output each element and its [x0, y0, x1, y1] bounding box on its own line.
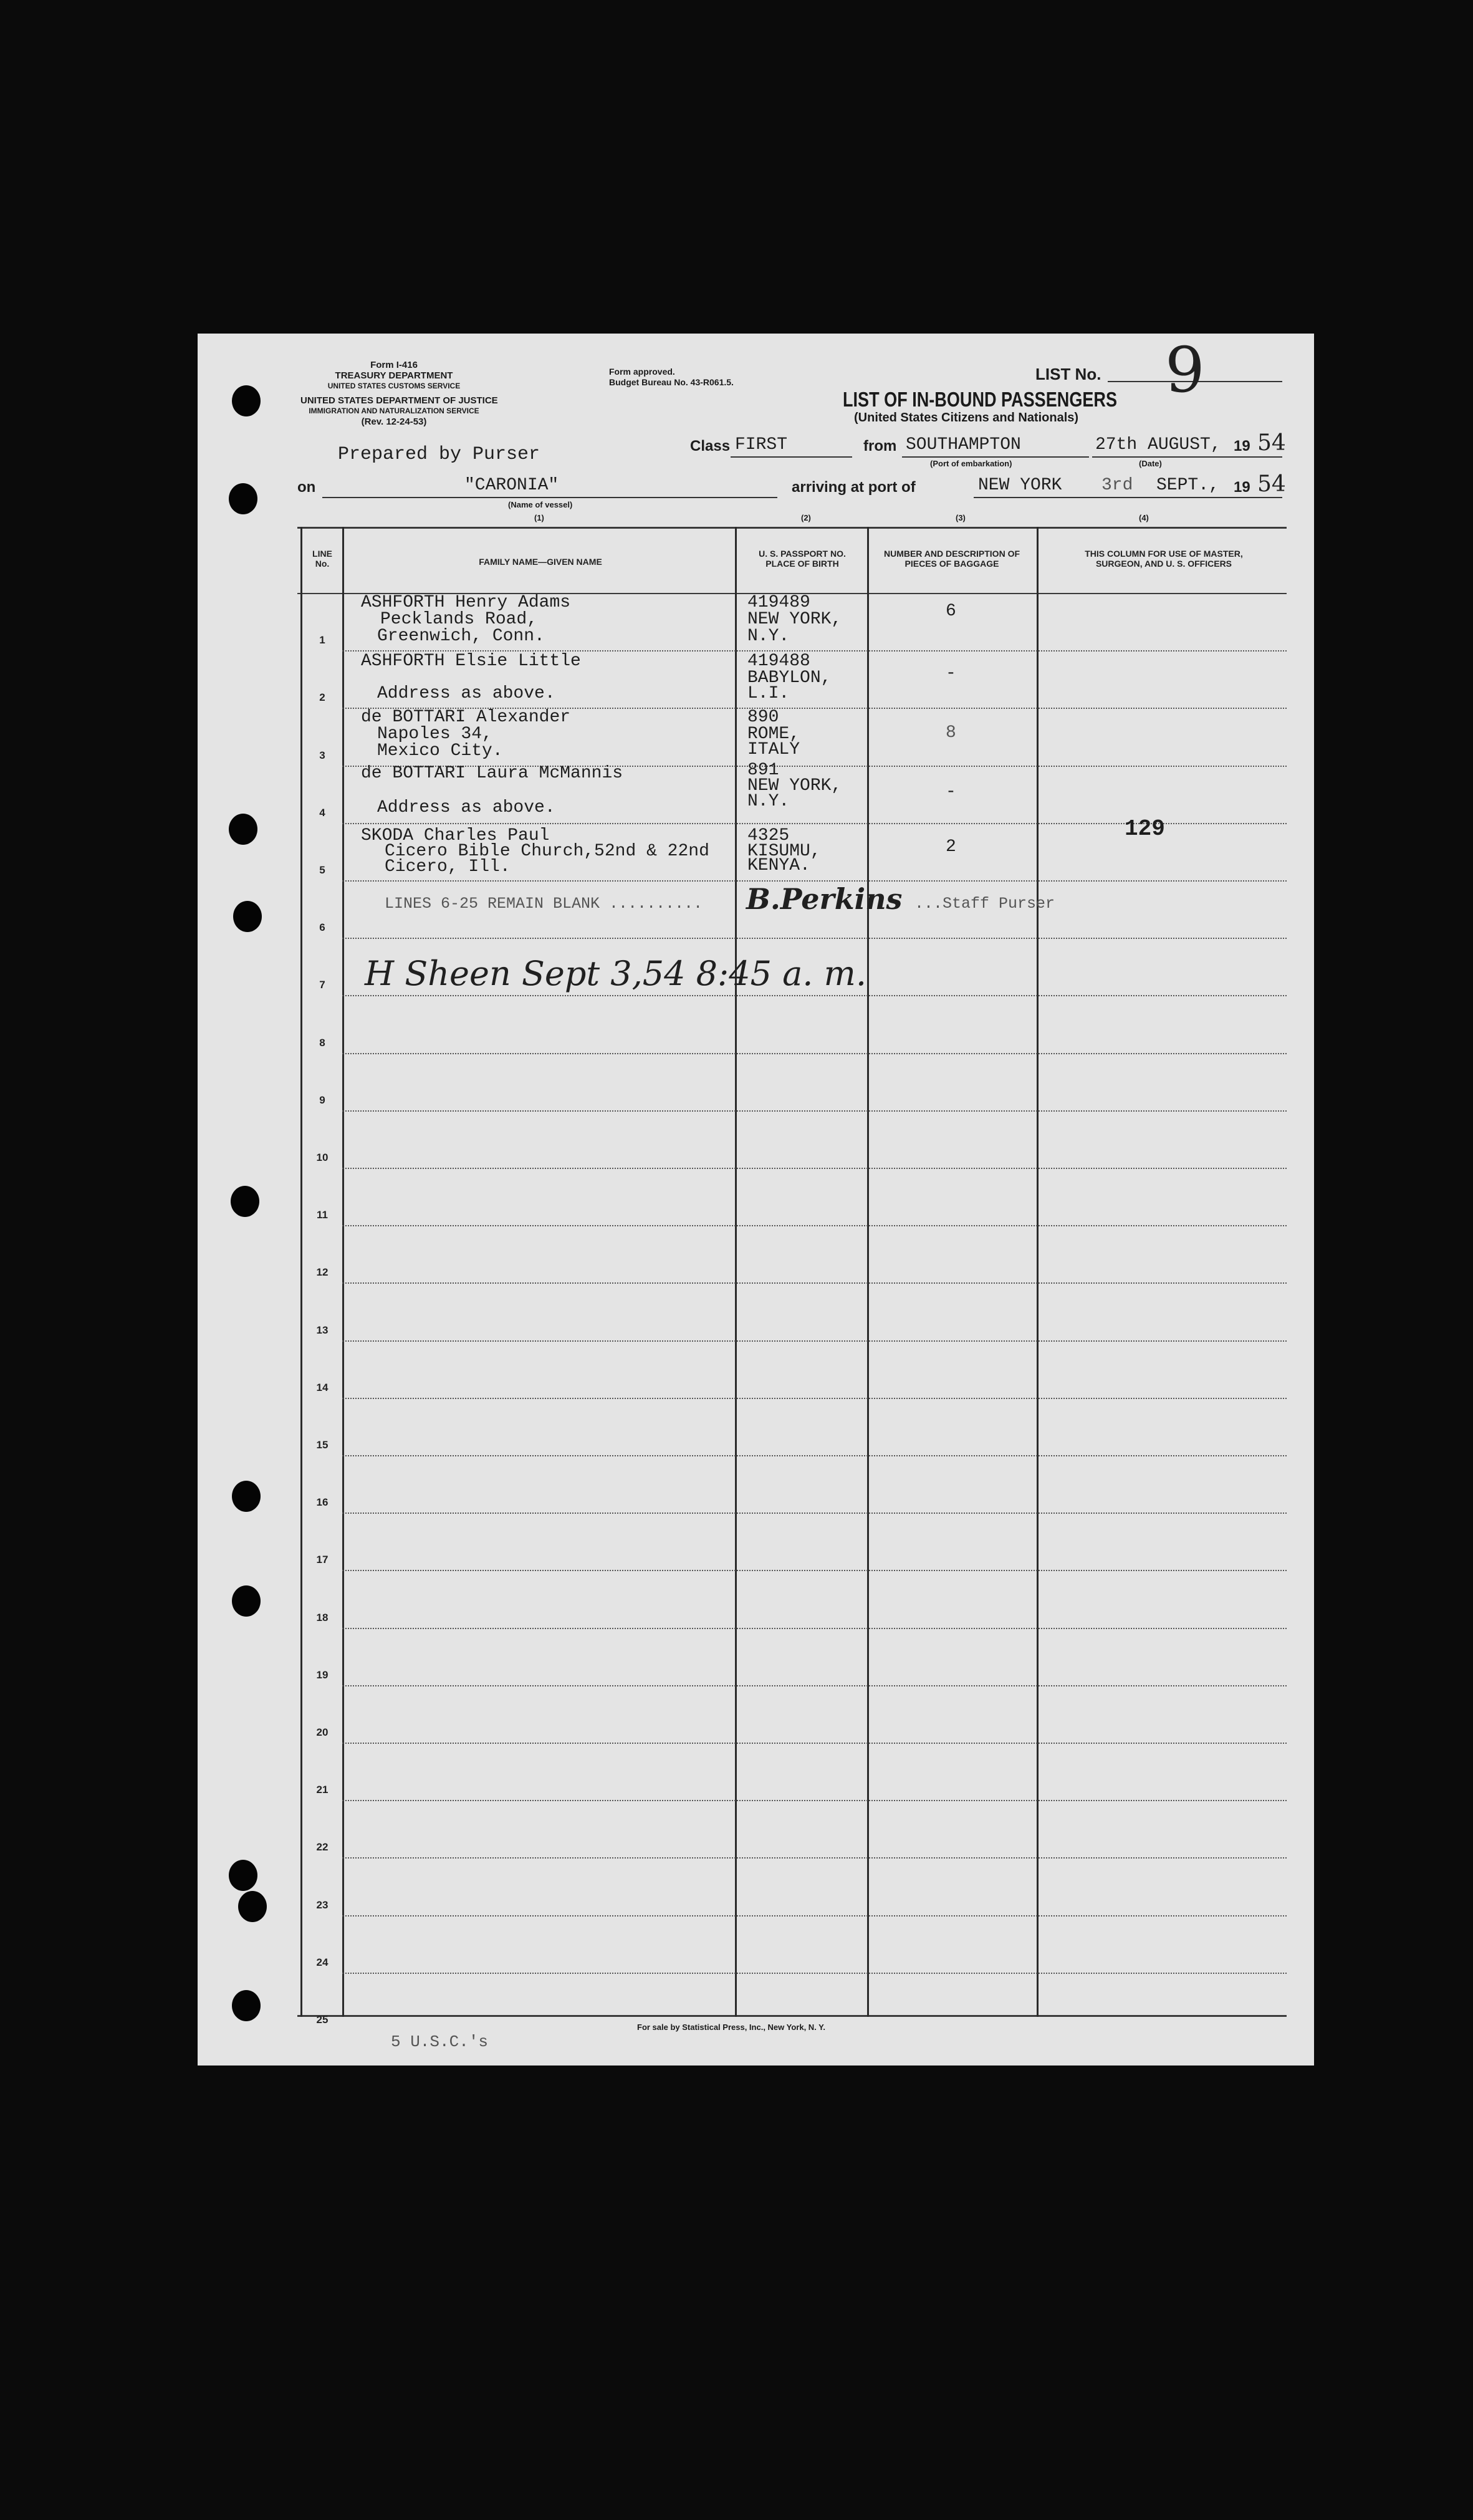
baggage-count: - [946, 664, 956, 683]
place-of-birth: NEW YORK, [747, 610, 842, 629]
port-of-embarkation: SOUTHAMPTON [906, 435, 1021, 454]
line-number: 12 [316, 1266, 329, 1279]
year-suffix: 54 [1257, 430, 1286, 456]
row-divider [342, 1628, 1287, 1629]
line-number: 11 [317, 1209, 328, 1221]
arrival-year-suffix: 54 [1257, 471, 1286, 497]
approval-line: Form approved. [609, 367, 675, 377]
line-number: 14 [316, 1381, 329, 1393]
binder-hole [229, 483, 257, 514]
line-number: 3 [319, 749, 325, 761]
passenger-address: Napoles 34, [377, 724, 492, 744]
binder-hole [231, 1186, 259, 1217]
embarkation-date: 27th AUGUST, [1095, 435, 1221, 454]
table-top-border [297, 527, 1287, 529]
budget-bureau-line: Budget Bureau No. 43-R061.5. [609, 377, 734, 387]
baggage-count: 2 [946, 837, 956, 857]
row-divider [342, 1053, 1287, 1054]
manifest-page [198, 334, 1314, 2066]
table-bottom-border [297, 2015, 1287, 2017]
place-of-birth: N.Y. [747, 792, 790, 811]
line-number: 19 [316, 1668, 329, 1681]
arrival-day: 3rd [1101, 476, 1133, 495]
vessel-name: "CARONIA" [464, 476, 559, 495]
passenger-name: ASHFORTH Henry Adams [361, 593, 571, 612]
row-divider [342, 1282, 1287, 1284]
place-of-birth: KISUMU, [747, 842, 821, 861]
passenger-name: de BOTTARI Laura McMannis [361, 764, 623, 783]
line-number: 24 [316, 1956, 329, 1968]
date-caption: (Date) [1139, 459, 1162, 468]
line-number: 4 [319, 806, 325, 819]
header-line-no: LINE No. [312, 549, 332, 569]
place-of-birth: ITALY [747, 740, 800, 759]
line-number: 17 [316, 1554, 329, 1566]
row-divider [342, 1973, 1287, 1974]
list-no-label: LIST No. [1035, 365, 1101, 383]
treasury-dept: TREASURY DEPARTMENT [335, 370, 453, 381]
passenger-address: Cicero, Ill. [385, 857, 511, 877]
customs-service: UNITED STATES CUSTOMS SERVICE [327, 382, 461, 390]
binder-hole [232, 1585, 261, 1617]
form-subtitle: (United States Citizens and Nationals) [854, 411, 1079, 425]
row-divider [342, 1340, 1287, 1342]
passenger-address: Greenwich, Conn. [377, 627, 545, 646]
row-divider [342, 938, 1287, 939]
place-of-birth: L.I. [747, 684, 790, 703]
row-divider [342, 1915, 1287, 1916]
row-divider [342, 1168, 1287, 1169]
row-divider [342, 1743, 1287, 1744]
line-number: 16 [316, 1496, 329, 1509]
passport-col-divider [867, 527, 869, 2017]
line-number: 1 [319, 634, 325, 647]
dept-of-justice: UNITED STATES DEPARTMENT OF JUSTICE [300, 395, 498, 406]
form-number: Form I-416 [370, 360, 418, 370]
place-of-birth: ROME, [747, 724, 800, 744]
on-label: on [297, 479, 316, 496]
immigration-service: IMMIGRATION AND NATURALIZATION SERVICE [309, 406, 479, 415]
year-prefix: 19 [1234, 438, 1250, 454]
class-value: FIRST [735, 435, 788, 454]
row-divider [342, 1685, 1287, 1686]
left-border [300, 527, 302, 2017]
arriving-label: arriving at port of [792, 479, 916, 496]
baggage-count: 8 [946, 723, 956, 743]
row-divider [342, 1455, 1287, 1456]
row-divider [342, 995, 1287, 996]
binder-hole [229, 1860, 257, 1891]
col-number-1: (1) [534, 513, 544, 522]
passenger-address: Cicero Bible Church,52nd & 22nd [385, 842, 709, 861]
arrival-month: SEPT., [1156, 476, 1219, 495]
line-number: 2 [319, 691, 325, 704]
citizen-count-note: 5 U.S.C.'s [391, 2032, 489, 2051]
passenger-name: ASHFORTH Elsie Little [361, 652, 581, 671]
header-officers: THIS COLUMN FOR USE OF MASTER, SURGEON, AND U. S. OFFICERS [1085, 549, 1243, 569]
date-underline [1092, 456, 1282, 458]
line-number: 23 [316, 1898, 329, 1911]
line-number: 7 [319, 979, 325, 991]
binder-hole [232, 1481, 261, 1512]
passport-number: 419489 [747, 593, 810, 612]
arrival-underline [974, 497, 1282, 498]
passport-number: 891 [747, 761, 779, 780]
line-number: 10 [316, 1152, 329, 1163]
binder-hole [232, 385, 261, 416]
port-caption: (Port of embarkation) [930, 459, 1012, 468]
vessel-underline [322, 497, 777, 498]
row-divider [342, 1570, 1287, 1571]
passenger-address: Pecklands Road, [380, 610, 538, 629]
binder-hole [232, 1990, 261, 2021]
form-title: LIST OF IN-BOUND PASSENGERS [843, 388, 1118, 411]
line-number: 18 [316, 1611, 329, 1623]
line-number: 6 [319, 921, 325, 934]
header-passport: U. S. PASSPORT NO. PLACE OF BIRTH [759, 549, 846, 569]
arrival-port: NEW YORK [978, 476, 1062, 495]
passenger-address: Address as above. [377, 798, 555, 817]
remain-blank-note: LINES 6-25 REMAIN BLANK .......... [385, 895, 703, 913]
line-number: 25 [316, 2014, 329, 2026]
purser-signature: B.Perkins [746, 882, 903, 916]
col-number-3: (3) [956, 513, 966, 522]
passport-number: 419488 [747, 652, 810, 671]
passenger-name: SKODA Charles Paul [361, 826, 550, 845]
binder-hole [229, 814, 257, 845]
col-number-4: (4) [1139, 513, 1149, 522]
form-revision: (Rev. 12-24-53) [361, 416, 427, 427]
passenger-address: Address as above. [377, 684, 555, 703]
staff-purser-label: ...Staff Purser [914, 895, 1055, 913]
form-block [300, 360, 498, 427]
line-number: 15 [316, 1439, 329, 1451]
place-of-birth: NEW YORK, [747, 776, 842, 796]
row-divider [342, 1225, 1287, 1226]
row-divider [342, 1857, 1287, 1859]
line-number: 21 [316, 1784, 329, 1796]
list-no-value: 9 [1165, 334, 1205, 406]
line-number: 13 [316, 1324, 329, 1336]
row-divider [342, 1512, 1287, 1514]
passenger-name: de BOTTARI Alexander [361, 708, 571, 727]
officer-note: 129 [1125, 816, 1165, 842]
passenger-address: Mexico City. [377, 741, 503, 761]
row-divider [342, 1110, 1287, 1112]
row-divider [342, 1398, 1287, 1399]
col-number-2: (2) [801, 513, 811, 522]
class-label: Class [690, 438, 731, 454]
name-col-divider [735, 527, 737, 2017]
line-number: 9 [319, 1094, 325, 1106]
header-name: FAMILY NAME—GIVEN NAME [479, 557, 602, 567]
line-number: 5 [319, 864, 325, 876]
place-of-birth: N.Y. [747, 627, 790, 646]
row-divider [342, 1800, 1287, 1801]
printer-credit: For sale by Statistical Press, Inc., New York, N. Y. [637, 2022, 826, 2032]
place-of-birth: KENYA. [747, 856, 810, 875]
baggage-count: - [946, 782, 956, 802]
header-baggage: NUMBER AND DESCRIPTION OF PIECES OF BAGGAGE [883, 549, 1020, 569]
from-label: from [863, 438, 897, 454]
arrival-year-prefix: 19 [1234, 479, 1250, 496]
baggage-col-divider [1037, 527, 1039, 2017]
passport-number: 890 [747, 708, 779, 727]
port-underline [902, 456, 1089, 458]
binder-hole [238, 1891, 267, 1922]
line-number: 8 [319, 1036, 325, 1049]
line-number: 22 [316, 1841, 329, 1854]
vessel-caption: (Name of vessel) [508, 500, 573, 509]
class-underline [731, 456, 852, 458]
place-of-birth: BABYLON, [747, 668, 832, 688]
binder-hole [233, 901, 262, 932]
approval-block [609, 367, 734, 388]
inspector-note: H Sheen Sept 3,54 8:45 a. m. [365, 954, 866, 993]
line-col-divider [342, 527, 344, 2017]
prepared-by: Prepared by Purser [338, 444, 540, 465]
row-divider [342, 880, 1287, 882]
baggage-count: 6 [946, 602, 956, 621]
line-number: 20 [316, 1726, 329, 1738]
passport-number: 4325 [747, 826, 790, 845]
